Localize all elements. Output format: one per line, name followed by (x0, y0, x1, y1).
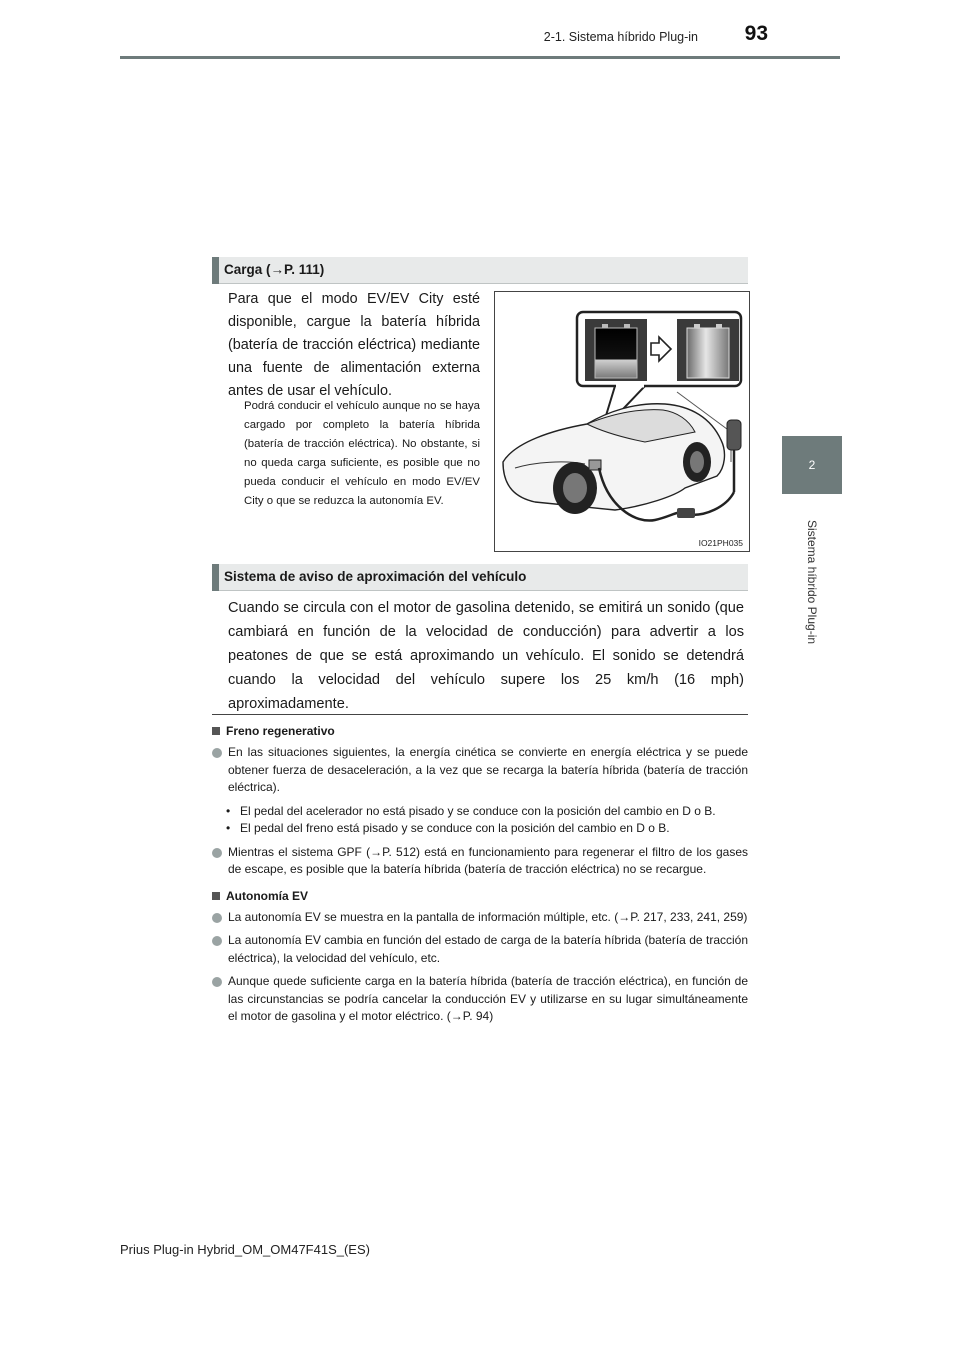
carga-paragraph: Para que el modo EV/EV City esté disponible, cargue la batería híbrida (batería de tracción eléctrica) mediante una fuente de alimentación externa antes de usar el vehículo. (228, 291, 480, 399)
chapter-tab-number[interactable] (782, 436, 842, 494)
note-item: En las situaciones siguientes, la energía cinética se convierte en energía eléctrica y se puede obtener fuerza de desaceleración, a la vez que se recarga la batería híbrida (batería de tracción eléctrica). (212, 744, 748, 797)
square-bullet-icon (212, 727, 220, 735)
note-item: La autonomía EV cambia en función del estado de carga de la batería híbrida (batería de tracción eléctrica), la velocidad del vehículo, etc. (212, 932, 748, 967)
note-heading-autonomia: Autonomía EV (212, 889, 748, 903)
section-title: Sistema de aviso de aproximación del vehículo (224, 569, 527, 584)
note-item: La autonomía EV se muestra en la pantalla de información múltiple, etc. (→P. 217, 233, 241, 259) (212, 909, 748, 927)
round-bullet-icon (212, 748, 222, 758)
footer-manual-id: Prius Plug-in Hybrid_OM_OM47F41S_(ES) (120, 1242, 370, 1257)
round-bullet-icon (212, 977, 222, 987)
page-number: 93 (744, 22, 768, 45)
section-heading-aviso (212, 564, 748, 591)
section-heading-carga (212, 257, 748, 284)
note-item: Mientras el sistema GPF (→P. 512) está en funcionamiento para regenerar el filtro de los gases de escape, es posible que la batería híbrida (batería de tracción eléctrica) no se recargue. (212, 844, 748, 879)
round-bullet-icon (212, 848, 222, 858)
notes-block (212, 724, 748, 1026)
note-item: Aunque quede suficiente carga en la batería híbrida (batería de tracción eléctrica), en función de las circunstancias se podría cancelar la conducción EV y utilizarse en su lugar simultáneamente el motor de gasolina y el motor eléctrico. (→P. 94) (212, 973, 748, 1026)
note-subitem: • El pedal del acelerador no está pisado y se conduce con la posición del cambio en D o B. (226, 803, 716, 818)
round-bullet-icon (212, 913, 222, 923)
chapter-number: 2 (808, 458, 816, 472)
note-heading-freno: Freno regenerativo (212, 724, 748, 738)
section-title: Carga (→P. 111) (224, 262, 325, 277)
chapter-title-text: Sistema híbrido Plug-in (805, 519, 819, 645)
figure-id: IO21PH035 (698, 538, 743, 548)
square-bullet-icon (212, 892, 220, 900)
note-subitem: • El pedal del freno está pisado y se conduce con la posición del cambio en D o B. (226, 821, 670, 835)
section-marker (212, 257, 219, 284)
section-marker (212, 564, 219, 591)
round-bullet-icon (212, 936, 222, 946)
header-section-title: 2-1. Sistema híbrido Plug-in (543, 30, 698, 44)
carga-note: Podrá conducir el vehículo aunque no se haya cargado por completo la batería híbrida (batería de tracción eléctrica). No obstante, si no queda carga suficiente, es posible que no pueda conducir el vehículo en modo EV/EV City o que se reduzca la autonomía EV. (244, 400, 480, 507)
notes-separator (212, 714, 748, 715)
header-rule (120, 56, 840, 59)
charging-illustration (494, 291, 750, 552)
aviso-paragraph: Cuando se circula con el motor de gasolina detenido, se emitirá un sonido (que cambiará en función de la velocidad de conducción) para advertir a los peatones de que se está aproximando un vehículo. El sonido se detendrá cuando la velocidad del vehículo supere los 25 km/h (16 mph) aproximadamente. (228, 600, 744, 712)
car-charging-drawing (495, 292, 749, 551)
chapter-tab-title (782, 500, 842, 664)
